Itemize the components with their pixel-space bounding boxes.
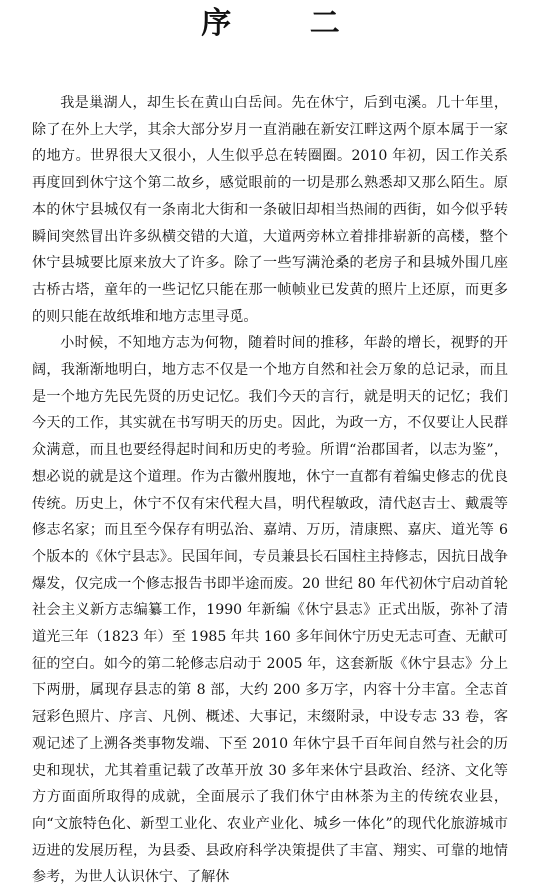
paragraph-2: 小时候，不知地方志为何物，随着时间的推移，年龄的增长，视野的开阔，我渐渐地明白，地方志不仅是一个地方自然和社会万象的总记录，而且是一个地方先民先贤的历史记忆。我们今天的言行，就是明天的记忆；我们今天的工作，其实就在书写明天的历史。因此，为政一方，不仅要让人民群众满意，而且也要经得起时间和历史的考验。所谓“治郡国者，以志为鉴”，想必说的就是这个道理。作为古徽州腹地，休宁一直都有着编史修志的优良传统。历史上，休宁不仅有宋代程大昌，明代程敏政，清代赵吉士、戴震等修志名家；而且至今保存有明弘治、嘉靖、万历，清康熙、嘉庆、道光等 6 个版本的《休宁县志》。民国年间，专员兼县长石国柱主持修志，因抗日战争爆发，仅完成一个修志报告书即半途而废。20 世纪 80 年代初休宁启动首轮社会主义新方志编纂工作，1990 年新编《休宁县志》正式出版，弥补了清道光三年（1823 年）至 1985 年共 160 多年间休宁历史无志可查、无献可征的空白。如今的第二轮修志启动于 2005 年，这套新版《休宁县志》分上下两册，属现存县志的第 8 部，大约 200 多万字，内容十分丰富。全志首冠彩色照片、序言、凡例、概述、大事记，末缀附录，中设专志 33 卷，客观记述了上溯各类事物发端、下至 2010 年休宁县千百年间自然与社会的历史和现状，尤其着重记载了改革开放 30 多年来休宁县政治、经济、文化等方方面面所取得的成就，全面展示了我们休宁由林茶为主的传统农业县，向“文旅特色化、新型工业化、农业产业化、城乡一体化”的现代化旅游城市迈进的发展历程，为县委、县政府科学决策提供了丰富、翔实、可靠的地情参考，为世人认识休宁、了解休 xyxy=(32,335,508,886)
paragraph-1: 我是巢湖人，却生长在黄山白岳间。先在休宁，后到屯溪。几十年里，除了在外上大学，其余大部分岁月一直消融在新安江畔这两个原本属于一家的地方。世界很大又很小，人生似乎总在转圈圈。2010 年初，因工作关系再度回到休宁这个第二故乡，感觉眼前的一切是那么熟悉却又那么陌生。原本的休宁县城仅有一条南北大街和一条破旧却相当热闹的西街，如今似乎转瞬间突然冒出许多纵横交错的大道，大道两旁林立着排排崭新的高楼，整个休宁县城要比原来放大了许多。除了一些写满沧桑的老房子和县城外围几座古桥古塔，童年的一些记忆只能在那一帧帧业已发黄的照片上还原，而更多的则只能在故纸堆和地方志里寻觅。 xyxy=(32,95,508,325)
body-text xyxy=(32,90,508,891)
page-title: 序 二 xyxy=(201,6,374,41)
